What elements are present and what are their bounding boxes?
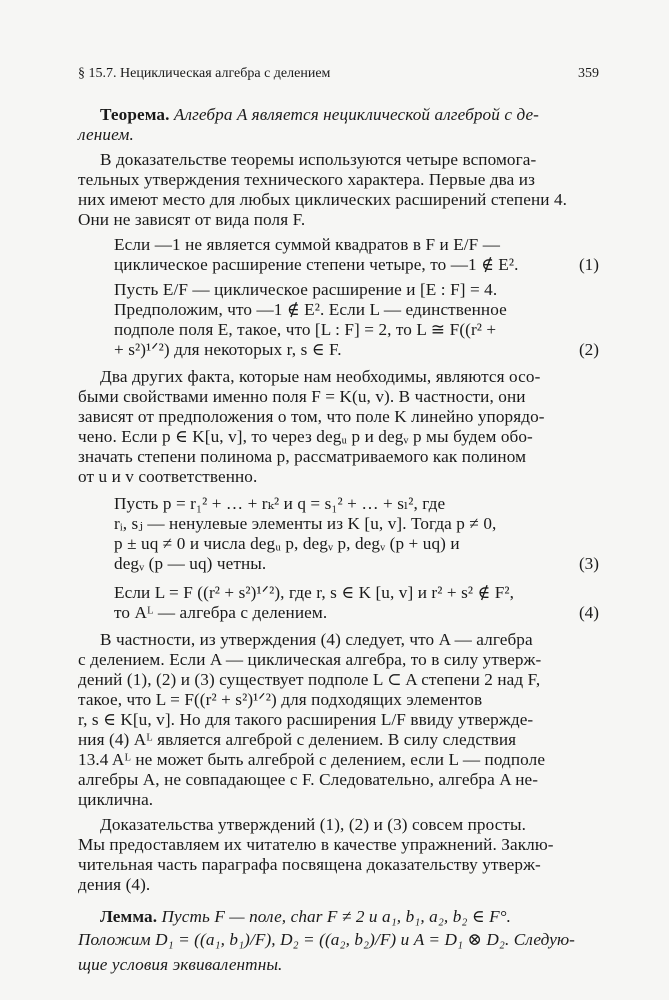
middle-line: чено. Если p ∈ K[u, v], то через degᵤ p и degᵥ p мы будем обо-	[78, 427, 533, 446]
proofs-line: Доказательства утверждений (1), (2) и (3) совсем просты.	[100, 815, 527, 834]
stmt1-line: Если —1 не является суммой квадратов в F и E/F —	[114, 235, 501, 254]
equation-number-2: (2)	[578, 340, 599, 359]
lemma-line-1	[100, 907, 511, 927]
proofs-line: Мы предоставляем их читателю в качестве упражнений. Заклю-	[78, 835, 554, 854]
conclusion-line: с делением. Если A — циклическая алгебра, то в силу утверж-	[78, 650, 542, 669]
conclusion-line: r, s ∈ K[u, v]. Но для такого расширения L/F ввиду утвержде-	[78, 710, 534, 729]
section-title: § 15.7. Нециклическая алгебра с делением	[78, 66, 331, 81]
lemma-text-1: Пусть F — поле, char F ≠ 2 и a₁, b₁, a₂, b₂ ∈ F°.	[161, 907, 512, 926]
middle-line: значать степени полинома p, рассматриваемого как полином	[78, 447, 527, 466]
stmt4-line: Если L = F ((r² + s²)¹ᐟ²), где r, s ∈ K [u, v] и r² + s² ∉ F²,	[114, 583, 515, 602]
stmt2-line: подполе поля E, такое, что [L : F] = 2, то L ≅ F((r² +	[114, 320, 497, 339]
stmt2-line: + s²)¹ᐟ²) для некоторых r, s ∈ F.	[114, 340, 342, 359]
middle-line: от u и v соответственно.	[78, 467, 258, 486]
intro-line: Они не зависят от вида поля F.	[78, 210, 306, 229]
stmt4-line: то Aᴸ — алгебра с делением.	[114, 603, 328, 622]
theorem-line-2: лением.	[78, 125, 134, 144]
equation-number-1: (1)	[578, 255, 599, 274]
theorem-line-1	[100, 105, 539, 125]
conclusion-line: циклична.	[78, 790, 154, 809]
intro-line: тельных утверждения технического характера. Первые два из	[78, 170, 535, 189]
middle-line: зависят от предположения о том, что поле K линейно упорядо-	[78, 407, 545, 426]
middle-line: Два других факта, которые нам необходимы, являются осо-	[100, 367, 541, 386]
intro-line: них имеют место для любых циклических расширений степени 4.	[78, 190, 568, 209]
theorem-label: Теорема.	[100, 105, 170, 124]
equation-number-4: (4)	[578, 603, 599, 622]
proofs-line: дения (4).	[78, 875, 151, 894]
conclusion-line: В частности, из утверждения (4) следует, что A — алгебра	[100, 630, 533, 649]
conclusion-line: такое, что L = F((r² + s²)¹ᐟ²) для подходящих элементов	[78, 690, 483, 709]
lemma-label: Лемма.	[100, 907, 158, 926]
page-number: 359	[578, 66, 599, 81]
stmt3-line: degᵥ (p — uq) четны.	[114, 554, 267, 573]
stmt1-line: циклическое расширение степени четыре, то —1 ∉ E².	[114, 255, 519, 274]
proofs-line: чительная часть параграфа посвящена доказательству утверж-	[78, 855, 541, 874]
stmt2-line: Предположим, что —1 ∉ E². Если L — единственное	[114, 300, 507, 319]
running-header	[78, 66, 599, 86]
stmt2-line: Пусть E/F — циклическое расширение и [E : F] = 4.	[114, 280, 498, 299]
stmt3-line: p ± uq ≠ 0 и числа degᵤ p, degᵥ p, degᵥ (p + uq) и	[114, 534, 460, 553]
intro-line: В доказательстве теоремы используются четыре вспомога-	[100, 150, 537, 169]
stmt3-line: Пусть p = r₁² + … + rₖ² и q = s₁² + … + sₗ², где	[114, 494, 446, 513]
middle-line: быми свойствами именно поля F = K(u, v). В частности, они	[78, 387, 526, 406]
conclusion-line: дений (1), (2) и (3) существует подполе L ⊂ A степени 2 над F,	[78, 670, 541, 689]
conclusion-line: алгебры A, не совпадающее с F. Следовательно, алгебра A не-	[78, 770, 539, 789]
stmt3-line: rᵢ, sⱼ — ненулевые элементы из K [u, v]. Тогда p ≠ 0,	[114, 514, 497, 533]
conclusion-line: ния (4) Aᴸ является алгеброй с делением. В силу следствия	[78, 730, 517, 749]
lemma-line-2: Положим D₁ = ((a₁, b₁)/F), D₂ = ((a₂, b₂)/F) и A = D₁ ⊗ D₂. Следую-	[78, 930, 576, 949]
conclusion-line: 13.4 Aᴸ не может быть алгеброй с делением, если L — подполе	[78, 750, 546, 769]
lemma-line-3: щие условия эквивалентны.	[78, 955, 283, 974]
theorem-text-1: Алгебра A является нециклической алгеброй с де-	[173, 105, 539, 124]
equation-number-3: (3)	[578, 554, 599, 573]
